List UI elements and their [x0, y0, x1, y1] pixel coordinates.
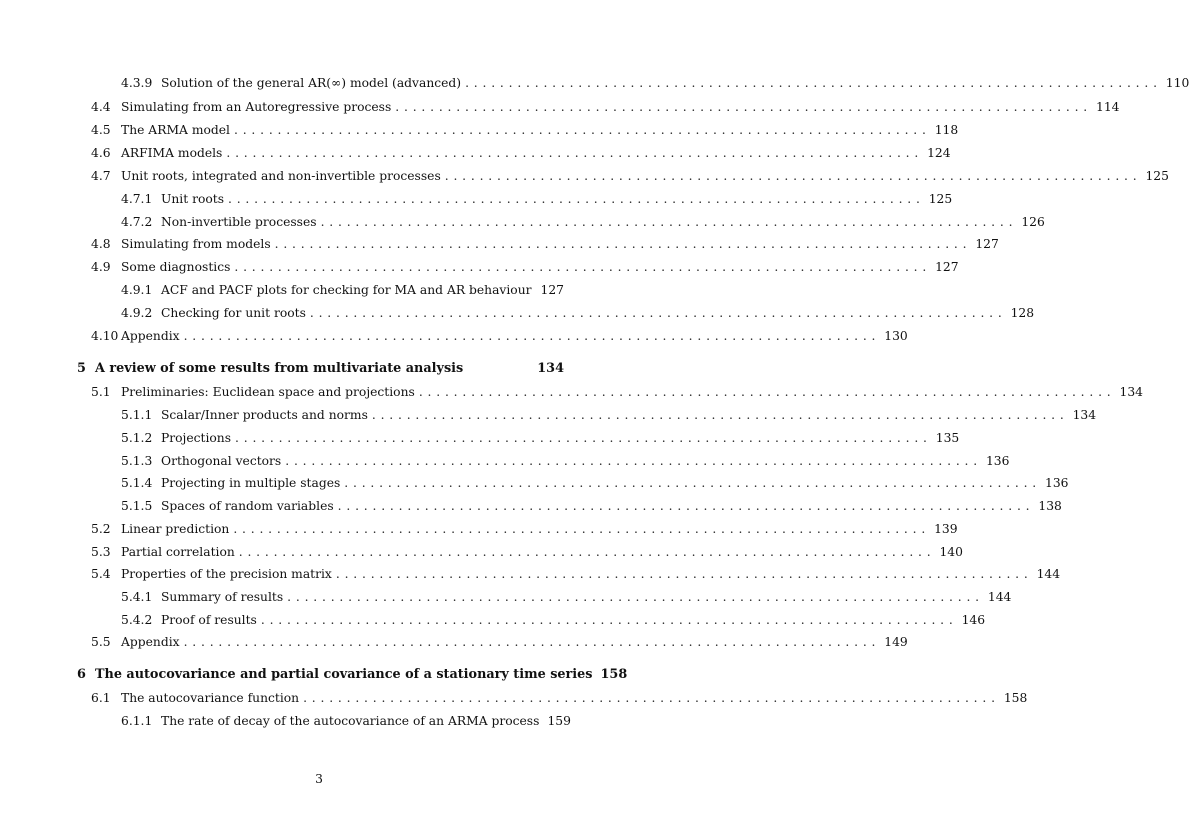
toc-entry-number: 5.1.2 [121, 431, 153, 445]
toc-entry-title: Orthogonal vectors [161, 454, 282, 468]
toc-entry-number: 4.3.9 [121, 76, 153, 90]
toc-leader-dots: ................................................................................ [344, 476, 1042, 490]
toc-entry-number: 4.9.1 [121, 283, 153, 297]
toc-leader-dots: ................................................................................ [335, 567, 1033, 581]
toc-leader-dots: ................................................................................ [320, 215, 1018, 229]
toc-entry-page: 127 [540, 283, 564, 297]
toc-entry-number: 5.1.3 [121, 454, 153, 468]
toc-entry-title: A review of some results from multivariate analysis [95, 361, 464, 376]
toc-subsection-entry[interactable] [121, 303, 1035, 323]
toc-subsection-entry[interactable] [121, 73, 1189, 93]
toc-leader-dots: ................................................................................ [235, 431, 932, 445]
toc-entry-title: Summary of results [161, 590, 284, 604]
toc-entry-number: 5.4 [91, 567, 111, 581]
page-number: 3 [315, 772, 323, 786]
toc-entry-page: 134 [1072, 408, 1097, 422]
toc-entry-title: The autocovariance and partial covariance of a stationary time series [95, 667, 593, 682]
toc-subsection-entry[interactable] [121, 451, 1010, 471]
toc-entry-number: 5.5 [91, 635, 111, 649]
toc-entry-title: Some diagnostics [121, 260, 231, 274]
toc-entry-number: 4.4 [91, 100, 111, 114]
toc-section-entry[interactable] [91, 382, 1144, 402]
toc-entry-number: 4.8 [91, 237, 111, 251]
toc-leader-dots [536, 280, 537, 300]
toc-leader-dots: ................................................................................ [274, 237, 972, 251]
toc-entry-number: 4.5 [91, 123, 111, 137]
toc-chapter-entry[interactable] [77, 359, 564, 379]
toc-entry-title: Simulating from models [121, 237, 271, 251]
toc-leader-dots: ................................................................................ [233, 522, 931, 536]
toc-entry-number: 4.7.2 [121, 215, 153, 229]
toc-entry-title: Partial correlation [121, 545, 235, 559]
toc-entry-title: The ARMA model [121, 123, 230, 137]
toc-entry-number: 4.9.2 [121, 306, 153, 320]
toc-leader-dots: ................................................................................ [234, 260, 932, 274]
toc-entry-page: 125 [1145, 169, 1169, 183]
toc-leader-dots: ................................................................................ [371, 408, 1069, 422]
toc-entry-page: 158 [600, 667, 628, 682]
toc-section-entry[interactable] [91, 97, 1120, 117]
toc-entry-title: Spaces of random variables [161, 499, 334, 513]
toc-leader-dots: ................................................................................ [303, 691, 1000, 705]
toc-entry-number: 5.1.4 [121, 476, 153, 490]
toc-leader-dots: ................................................................................ [444, 169, 1142, 183]
toc-entry-title: Appendix [121, 635, 180, 649]
toc-entry-title: The rate of decay of the autocovariance of an ARMA process [161, 714, 540, 728]
toc-entry-title: Linear prediction [121, 522, 230, 536]
toc-section-entry[interactable] [91, 564, 1061, 584]
toc-entry-title: The autocovariance function [121, 691, 300, 705]
toc-entry-number: 4.10 [91, 329, 119, 343]
toc-entry-title: Properties of the precision matrix [121, 567, 332, 581]
toc-leader-dots: ................................................................................ [285, 454, 982, 468]
toc-entry-page: 125 [928, 192, 953, 206]
toc-entry-title: Non-invertible processes [161, 215, 317, 229]
toc-entry-number: 5.1.1 [121, 408, 153, 422]
toc-leader-dots: ................................................................................ [418, 385, 1116, 399]
toc-entry-title: Simulating from an Autoregressive process [121, 100, 392, 114]
toc-section-entry[interactable] [91, 688, 1028, 708]
toc-entry-page: 135 [935, 431, 960, 445]
toc-entry-number: 5.4.1 [121, 590, 153, 604]
toc-entry-title: Proof of results [161, 613, 257, 627]
toc-section-entry[interactable] [91, 632, 908, 652]
toc-entry-page: 138 [1038, 499, 1062, 513]
toc-entry-title: ARFIMA models [121, 146, 223, 160]
toc-entry-page: 159 [547, 714, 571, 728]
toc-entry-title: Projecting in multiple stages [161, 476, 341, 490]
toc-leader-dots: ................................................................................ [260, 613, 958, 627]
toc-entry-page: 149 [884, 635, 908, 649]
toc-entry-page: 134 [1119, 385, 1144, 399]
toc-entry-page: 128 [1010, 306, 1035, 320]
toc-entry-title: ACF and PACF plots for checking for MA and AR behaviour [161, 283, 532, 297]
toc-subsection-entry[interactable] [121, 212, 1045, 232]
toc-entry-title: Checking for unit roots [161, 306, 306, 320]
toc-entry-number: 6 [77, 667, 86, 682]
toc-entry-number: 5 [77, 361, 86, 376]
toc-leader-dots: ................................................................................ [183, 635, 881, 649]
toc-leader-dots: ................................................................................ [395, 100, 1093, 114]
toc-section-entry[interactable] [91, 542, 963, 562]
toc-entry-page: 124 [927, 146, 951, 160]
toc-leader-dots: ................................................................................ [337, 499, 1035, 513]
toc-entry-page: 127 [935, 260, 959, 274]
toc-entry-title: Solution of the general AR(∞) model (advanced) [161, 76, 462, 90]
toc-subsection-entry[interactable] [121, 473, 1069, 493]
toc-subsection-entry[interactable] [121, 189, 953, 209]
toc-leader-dots: ................................................................................ [233, 123, 931, 137]
toc-leader-dots: ................................................................................ [287, 590, 984, 604]
toc-entry-number: 4.9 [91, 260, 111, 274]
toc-section-entry[interactable] [91, 234, 999, 254]
toc-entry-number: 6.1 [91, 691, 111, 705]
toc-entry-title: Unit roots, integrated and non-invertible processes [121, 169, 441, 183]
toc-entry-title: Projections [161, 431, 232, 445]
toc-section-entry[interactable] [91, 519, 958, 539]
toc-entry-page: 146 [961, 613, 986, 627]
toc-entry-page: 110 [1165, 76, 1189, 90]
toc-entry-number: 5.1.5 [121, 499, 153, 513]
toc-entry-title: Appendix [121, 329, 180, 343]
toc-subsection-entry[interactable] [121, 711, 571, 731]
toc-leader-dots: ................................................................................ [238, 545, 936, 559]
toc-entry-page: 140 [939, 545, 963, 559]
toc-entry-number: 4.6 [91, 146, 111, 160]
toc-leader-dots: ................................................................................ [183, 329, 881, 343]
toc-entry-number: 5.1 [91, 385, 111, 399]
toc-entry-number: 6.1.1 [121, 714, 153, 728]
toc-entry-title: Unit roots [161, 192, 225, 206]
toc-leader-dots: ................................................................................ [465, 76, 1162, 90]
toc-entry-page: 130 [884, 329, 908, 343]
toc-section-entry[interactable] [91, 143, 951, 163]
toc-entry-page: 136 [1045, 476, 1069, 490]
toc-subsection-entry[interactable] [121, 428, 960, 448]
toc-entry-number: 4.7 [91, 169, 111, 183]
toc-leader-dots: ................................................................................ [309, 306, 1007, 320]
toc-entry-number: 4.7.1 [121, 192, 153, 206]
toc-leader-dots: ................................................................................ [226, 146, 924, 160]
toc-subsection-entry[interactable] [121, 610, 986, 630]
toc-entry-page: 134 [537, 361, 564, 376]
toc-entry-page: 127 [975, 237, 999, 251]
toc-entry-page: 126 [1021, 215, 1045, 229]
toc-leader-dots: ................................................................................ [228, 192, 925, 206]
toc-section-entry[interactable] [91, 326, 908, 346]
toc-entry-page: 118 [934, 123, 959, 137]
toc-entry-page: 144 [987, 590, 1012, 604]
toc-section-entry[interactable] [91, 120, 959, 140]
toc-entry-title: Scalar/Inner products and norms [161, 408, 368, 422]
toc-subsection-entry[interactable] [121, 405, 1097, 425]
toc-subsection-entry[interactable] [121, 496, 1062, 516]
toc-entry-page: 114 [1096, 100, 1120, 114]
toc-entry-number: 5.4.2 [121, 613, 153, 627]
toc-entry-page: 144 [1036, 567, 1061, 581]
toc-subsection-entry[interactable] [121, 280, 564, 300]
toc-entry-page: 158 [1003, 691, 1028, 705]
toc-chapter-entry[interactable] [77, 665, 628, 685]
toc-entry-number: 5.3 [91, 545, 111, 559]
toc-section-entry[interactable] [91, 257, 959, 277]
toc-entry-page: 136 [985, 454, 1010, 468]
toc-entry-number: 5.2 [91, 522, 111, 536]
toc-section-entry[interactable] [91, 166, 1169, 186]
toc-subsection-entry[interactable] [121, 587, 1012, 607]
toc-entry-title: Preliminaries: Euclidean space and projections [121, 385, 415, 399]
toc-entry-page: 139 [934, 522, 958, 536]
